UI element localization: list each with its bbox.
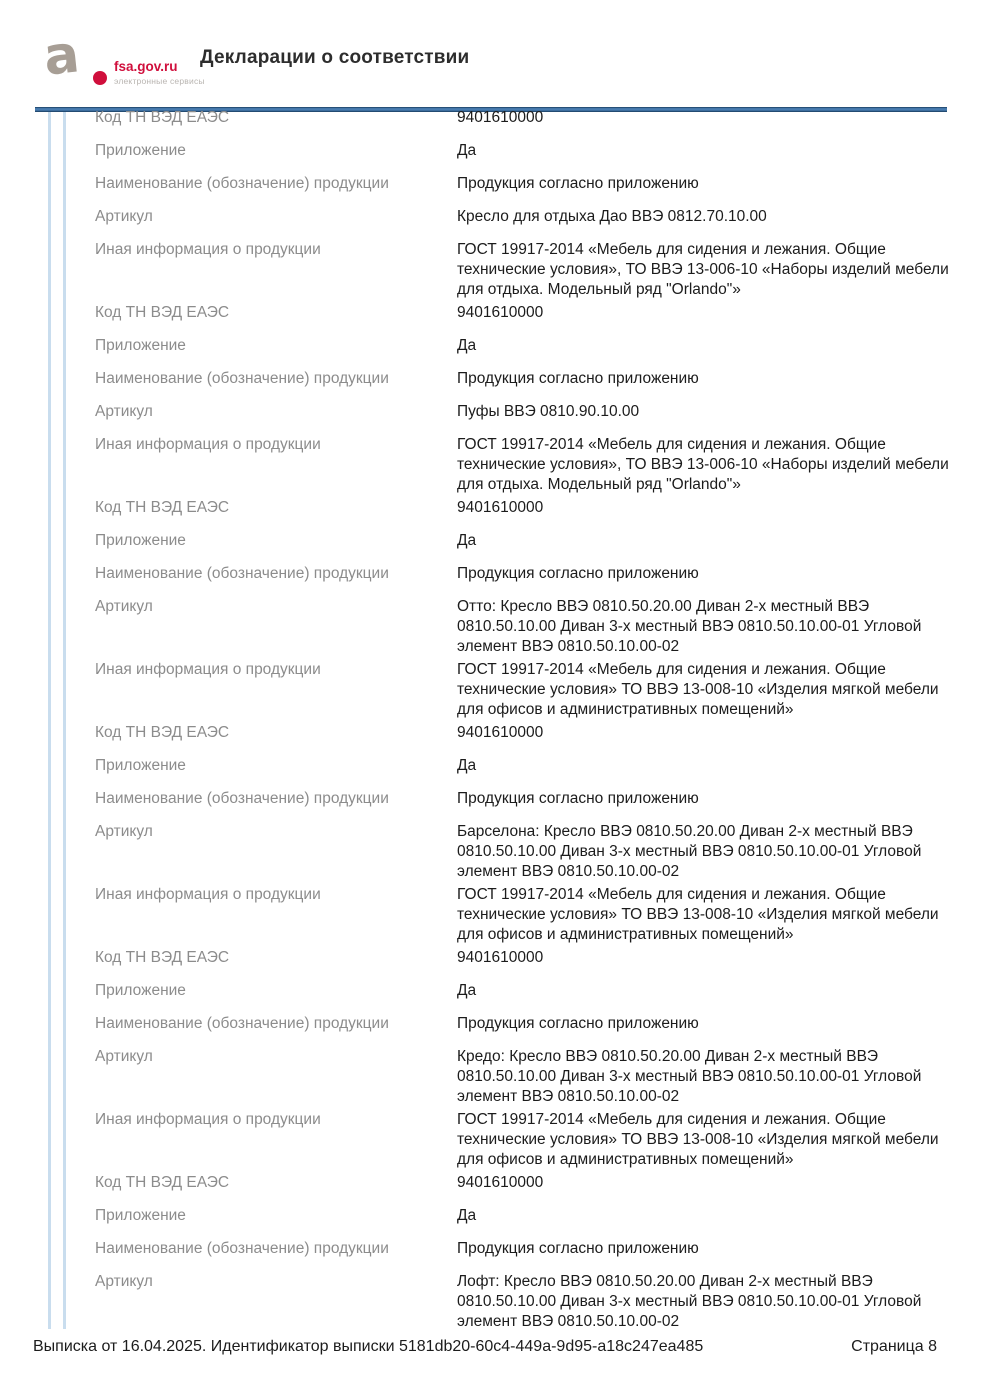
field-label: Иная информация о продукции (95, 661, 321, 678)
field-value: Лофт: Кресло ВВЭ 0810.50.20.00 Диван 2-х местный ВВЭ 0810.50.10.00 Диван 3-х местный ВВЭ 0810.50.10.00-01 Угловой элемент ВВЭ 0810.50.10.00-02 (457, 1273, 922, 1330)
table-row (95, 723, 968, 743)
table-row (95, 1047, 968, 1107)
field-value: Продукция согласно приложению (457, 1015, 699, 1032)
field-label: Иная информация о продукции (95, 1111, 321, 1128)
table-row (95, 660, 968, 720)
table-row (95, 1110, 968, 1170)
field-label: Иная информация о продукции (95, 241, 321, 258)
field-value: ГОСТ 19917-2014 «Мебель для сидения и лежания. Общие технические условия», ТО ВВЭ 13-006-10 «Наборы изделий мебели для отдыха. Модельный ряд "Orlando"» (457, 436, 949, 493)
fsa-logo-text (114, 59, 205, 86)
field-label: Приложение (95, 337, 186, 354)
table-row (95, 498, 968, 518)
left-rail-outer (48, 112, 51, 1329)
table-row (95, 1206, 968, 1226)
field-label: Артикул (95, 1048, 153, 1065)
field-label: Приложение (95, 1207, 186, 1224)
field-value: 9401610000 (457, 1174, 544, 1191)
field-label: Артикул (95, 823, 153, 840)
table-row (95, 1272, 968, 1332)
fsa-logo-glyph-icon: a (40, 24, 83, 88)
field-label: Наименование (обозначение) продукции (95, 370, 389, 387)
field-value: Продукция согласно приложению (457, 565, 699, 582)
field-label: Код ТН ВЭД ЕАЭС (95, 304, 230, 321)
field-label: Наименование (обозначение) продукции (95, 1015, 389, 1032)
field-value: Да (457, 1207, 477, 1224)
page-footer (33, 1338, 937, 1356)
field-value: ГОСТ 19917-2014 «Мебель для сидения и лежания. Общие технические условия» ТО ВВЭ 13-008-10 «Изделия мягкой мебели для офисов и административных помещений» (457, 886, 939, 943)
field-value: Кредо: Кресло ВВЭ 0810.50.20.00 Диван 2-х местный ВВЭ 0810.50.10.00 Диван 3-х местный ВВЭ 0810.50.10.00-01 Угловой элемент ВВЭ 0810.50.10.00-02 (457, 1048, 922, 1105)
field-label: Код ТН ВЭД ЕАЭС (95, 949, 230, 966)
field-label: Иная информация о продукции (95, 436, 321, 453)
brand-tagline: электронные сервисы (114, 76, 205, 86)
table-row (95, 981, 968, 1001)
field-value: 9401610000 (457, 499, 544, 516)
table-row (95, 435, 968, 495)
table-row (95, 948, 968, 968)
field-label: Код ТН ВЭД ЕАЭС (95, 724, 230, 741)
field-value: Да (457, 142, 477, 159)
field-value: Продукция согласно приложению (457, 370, 699, 387)
field-value: Кресло для отдыха Дао ВВЭ 0812.70.10.00 (457, 208, 767, 225)
table-row (95, 108, 968, 128)
field-value: Пуфы ВВЭ 0810.90.10.00 (457, 403, 640, 420)
field-value: Отто: Кресло ВВЭ 0810.50.20.00 Диван 2-х местный ВВЭ 0810.50.10.00 Диван 3-х местный ВВЭ 0810.50.10.00-01 Угловой элемент ВВЭ 0810.50.10.00-02 (457, 598, 922, 655)
field-label: Артикул (95, 598, 153, 615)
field-label: Код ТН ВЭД ЕАЭС (95, 109, 230, 126)
table-row (95, 1173, 968, 1193)
field-label: Артикул (95, 1273, 153, 1290)
field-value: Да (457, 337, 477, 354)
field-value: Барселона: Кресло ВВЭ 0810.50.20.00 Диван 2-х местный ВВЭ 0810.50.10.00 Диван 3-х местный ВВЭ 0810.50.10.00-01 Угловой элемент ВВЭ 0810.50.10.00-02 (457, 823, 922, 880)
table-row (95, 1239, 968, 1259)
table-row (95, 531, 968, 551)
red-dot-icon (93, 71, 107, 85)
extract-info: Выписка от 16.04.2025. Идентификатор выписки 5181db20-60c4-449a-9d95-a18c247ea485 (33, 1338, 704, 1355)
field-label: Артикул (95, 208, 153, 225)
brand-name: fsa.gov.ru (114, 59, 178, 74)
table-row (95, 822, 968, 882)
table-row (95, 303, 968, 323)
left-rail-inner (63, 112, 66, 1329)
field-value: Да (457, 532, 477, 549)
declaration-fields-table (95, 108, 968, 1335)
page-number: Страница 8 (851, 1338, 937, 1355)
field-label: Наименование (обозначение) продукции (95, 565, 389, 582)
field-label: Приложение (95, 757, 186, 774)
fsa-logo (40, 24, 205, 98)
field-value: Продукция согласно приложению (457, 1240, 699, 1257)
table-row (95, 240, 968, 300)
field-value: Продукция согласно приложению (457, 175, 699, 192)
table-row (95, 402, 968, 422)
table-row (95, 174, 968, 194)
field-label: Приложение (95, 532, 186, 549)
page-title: Декларации о соответствии (200, 47, 470, 68)
field-value: ГОСТ 19917-2014 «Мебель для сидения и лежания. Общие технические условия», ТО ВВЭ 13-006-10 «Наборы изделий мебели для отдыха. Модельный ряд "Orlando"» (457, 241, 949, 298)
table-row (95, 597, 968, 657)
field-value: ГОСТ 19917-2014 «Мебель для сидения и лежания. Общие технические условия» ТО ВВЭ 13-008-10 «Изделия мягкой мебели для офисов и административных помещений» (457, 1111, 939, 1168)
field-label: Иная информация о продукции (95, 886, 321, 903)
field-value: Да (457, 757, 477, 774)
table-row (95, 207, 968, 227)
table-row (95, 141, 968, 161)
table-row (95, 336, 968, 356)
table-row (95, 564, 968, 584)
table-row (95, 1014, 968, 1034)
field-value: 9401610000 (457, 724, 544, 741)
field-label: Наименование (обозначение) продукции (95, 175, 389, 192)
field-value: 9401610000 (457, 949, 544, 966)
field-value: 9401610000 (457, 304, 544, 321)
table-row (95, 885, 968, 945)
table-row (95, 369, 968, 389)
field-value: Да (457, 982, 477, 999)
field-label: Код ТН ВЭД ЕАЭС (95, 499, 230, 516)
field-label: Код ТН ВЭД ЕАЭС (95, 1174, 230, 1191)
table-row (95, 756, 968, 776)
field-value: 9401610000 (457, 109, 544, 126)
field-label: Наименование (обозначение) продукции (95, 790, 389, 807)
field-label: Приложение (95, 982, 186, 999)
table-row (95, 789, 968, 809)
field-label: Приложение (95, 142, 186, 159)
field-value: Продукция согласно приложению (457, 790, 699, 807)
field-label: Наименование (обозначение) продукции (95, 1240, 389, 1257)
field-label: Артикул (95, 403, 153, 420)
field-value: ГОСТ 19917-2014 «Мебель для сидения и лежания. Общие технические условия» ТО ВВЭ 13-008-10 «Изделия мягкой мебели для офисов и административных помещений» (457, 661, 939, 718)
